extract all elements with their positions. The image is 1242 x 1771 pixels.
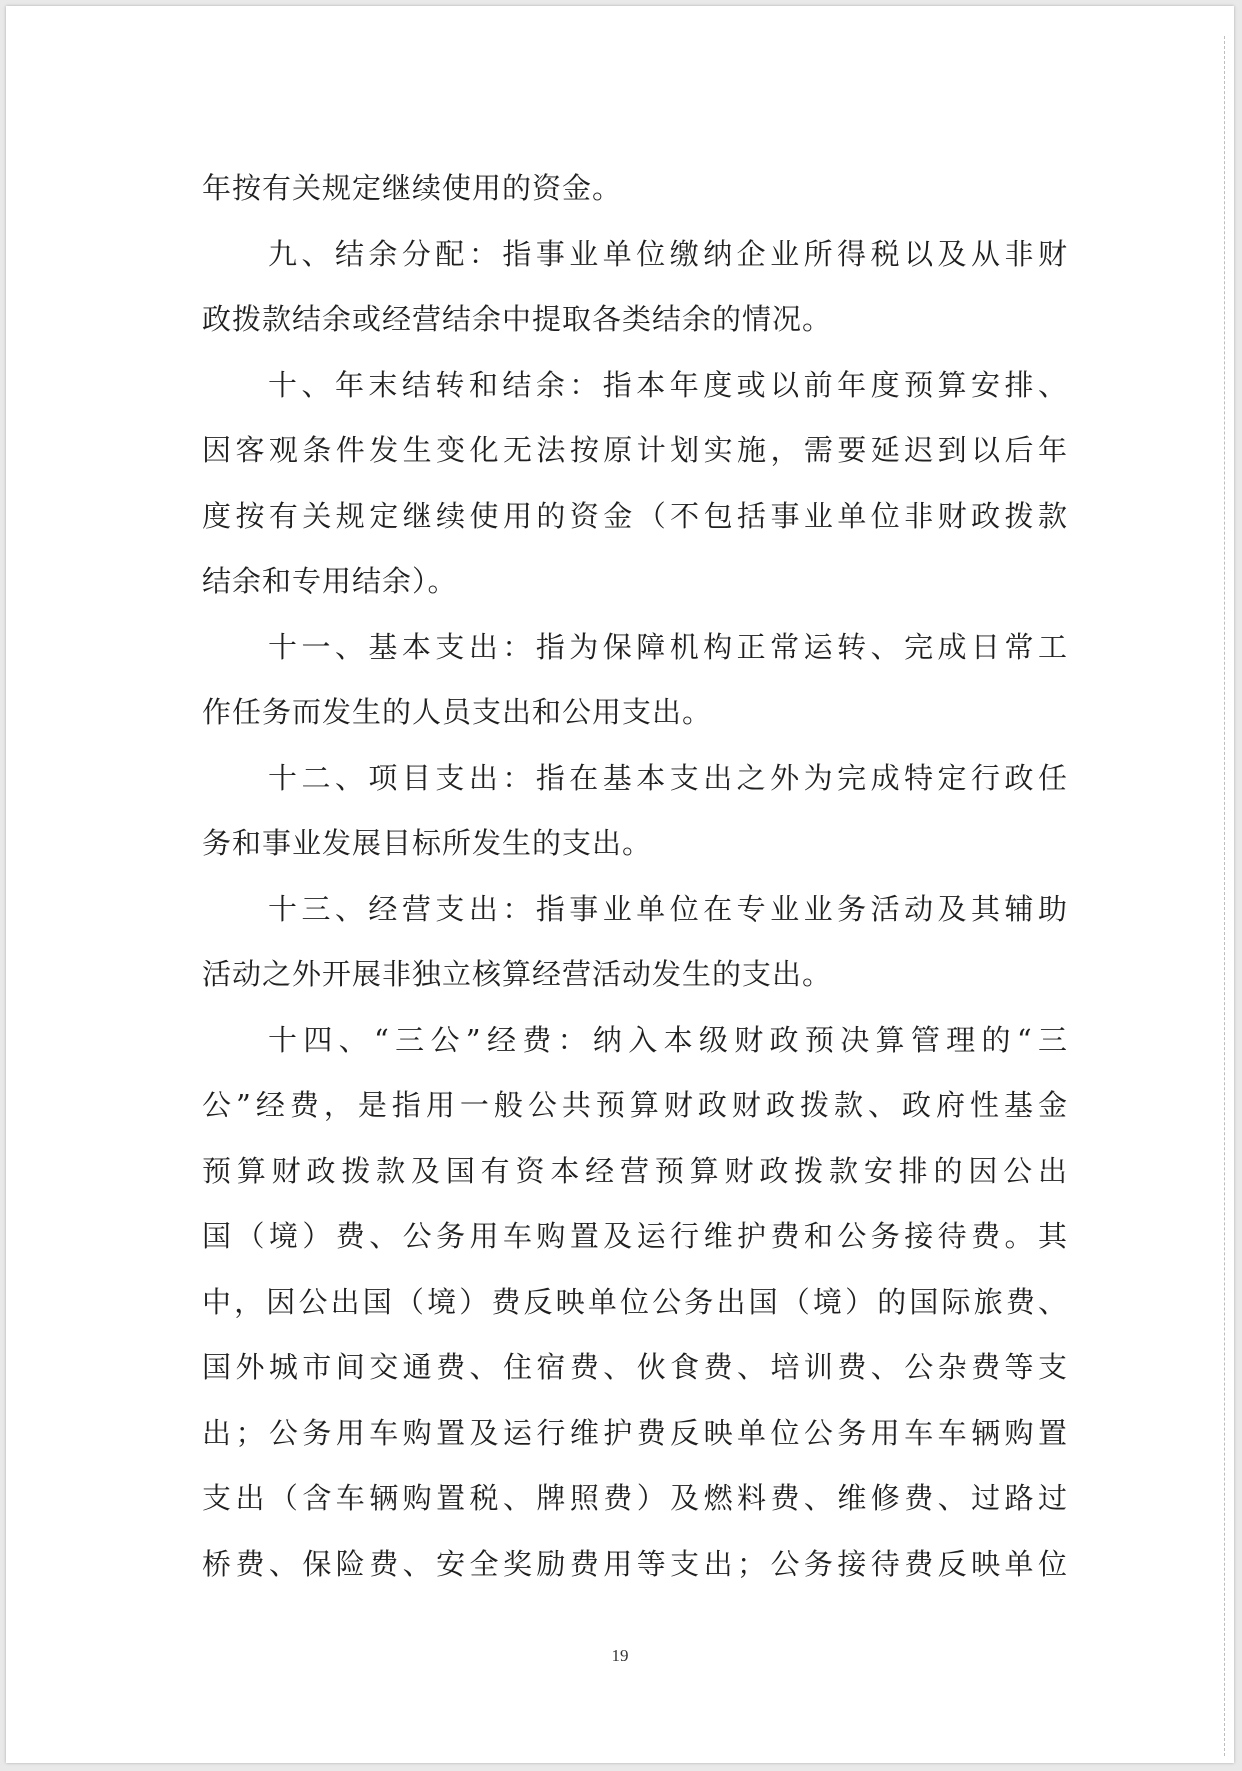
page-edge-line: [1224, 36, 1225, 1756]
text-line-6: 度按有关规定继续使用的资金（不包括事业单位非财政拨款: [202, 498, 1068, 533]
text-line-4: 十、年末结转和结余：指本年度或以前年度预算安排、: [268, 367, 1068, 402]
text-line-13: 活动之外开展非独立核算经营活动发生的支出。: [202, 957, 833, 991]
text-line-20: 出；公务用车购置及运行维护费反映单位公务用车车辆购置: [202, 1415, 1068, 1450]
body-text: [202, 156, 1068, 1597]
text-line-2: 九、结余分配：指事业单位缴纳企业所得税以及从非财: [268, 236, 1068, 271]
text-line-17: 国（境）费、公务用车购置及运行维护费和公务接待费。其: [202, 1219, 1068, 1253]
text-line-5: 因客观条件发生变化无法按原计划实施，需要延迟到以后年: [202, 433, 1068, 467]
text-line-8: 十一、基本支出：指为保障机构正常运转、完成日常工: [268, 629, 1068, 664]
document-page: [6, 6, 1234, 1763]
text-line-16: 预算财政拨款及国有资本经营预算财政拨款安排的因公出: [202, 1153, 1068, 1188]
text-line-21: 支出（含车辆购置税、牌照费）及燃料费、维修费、过路过: [202, 1481, 1068, 1515]
text-line-22: 桥费、保险费、安全奖励费用等支出；公务接待费反映单位: [202, 1546, 1068, 1581]
text-line-14: 十四、“三公”经费：纳入本级财政预决算管理的“三: [268, 1022, 1068, 1057]
page-number: 19: [611, 1646, 629, 1665]
text-line-3: 政拨款结余或经营结余中提取各类结余的情况。: [202, 302, 833, 336]
text-line-7: 结余和专用结余）。: [202, 564, 458, 598]
text-line-9: 作任务而发生的人员支出和公用支出。: [202, 695, 713, 729]
text-line-10: 十二、项目支出：指在基本支出之外为完成特定行政任: [268, 760, 1068, 795]
text-line-18: 中，因公出国（境）费反映单位公务出国（境）的国际旅费、: [202, 1284, 1068, 1319]
text-line-11: 务和事业发展目标所发生的支出。: [202, 826, 653, 860]
text-line-19: 国外城市间交通费、住宿费、伙食费、培训费、公杂费等支: [202, 1350, 1068, 1384]
text-line-1: 年按有关规定继续使用的资金。: [202, 171, 623, 205]
text-line-12: 十三、经营支出：指事业单位在专业业务活动及其辅助: [268, 891, 1068, 926]
text-line-15: 公”经费，是指用一般公共预算财政财政拨款、政府性基金: [202, 1088, 1068, 1122]
